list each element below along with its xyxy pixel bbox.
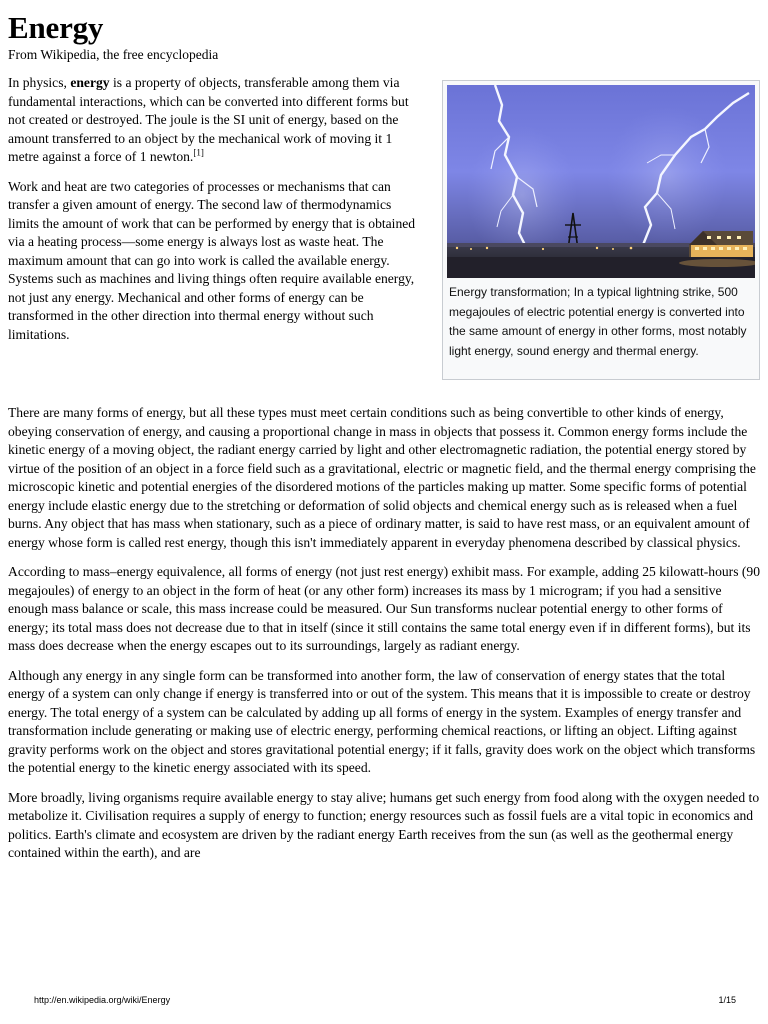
figure-box bbox=[442, 80, 760, 380]
article-page bbox=[8, 0, 760, 874]
intro-section bbox=[8, 74, 760, 404]
body-paragraph: There are many forms of energy, but all these types must meet certain conditions such as being convertible to other kinds of energy, obeying conservation of energy, and causing a proportional change in mass in objects that possess it. Common energy forms include the kinetic energy of a moving object, the radiant energy carried by light and other electromagnetic radiation, the potential energy stored by virtue of the position of an object in a force field such as a gravitational, electric or magnetic field, and the thermal energy comprising the microscopic kinetic and potential energies of the disordered motions of the particles making up matter. Some specific forms of potential energy include elastic energy due to the stretching or deformation of solid objects and chemical energy such as is released when a fuel burns. Any object that has mass when stationary, such as a piece of ordinary matter, is said to have rest mass, or an equivalent amount of energy whose form is called rest energy, though this isn't immediately apparent in everyday phenomena described by classical physics. bbox=[8, 405, 756, 550]
body-paragraph: More broadly, living organisms require available energy to stay alive; humans get such energy from food along with the oxygen needed to metabolize it. Civilisation requires a supply of energy to function; energy resources such as fossil fuels are a vital topic in economics and politics. Earth's climate and ecosystem are driven by the radiant energy Earth receives from the sun (as well as the geothermal energy contained within the earth), and are bbox=[8, 789, 760, 860]
page-title: Energy bbox=[8, 10, 104, 45]
page-subtitle: From Wikipedia, the free encyclopedia bbox=[8, 47, 219, 62]
body-paragraph: According to mass–energy equivalence, all forms of energy (not just rest energy) exhibit mass. For example, adding 25 kilowatt-hours (90 megajoules) of energy to an object in the form of heat (or any other form) increases its mass by 1 microgram; if you had a sensitive enough mass balance or scale, this mass increase could be measured. Our Sun transforms nuclear potential energy to other forms of energy; its total mass does not decrease due to that in itself (since it still contains the same total energy even if in different forms), but its mass does decrease when the energy escapes out to its surroundings, largely as radiant energy. bbox=[8, 564, 761, 653]
print-footer bbox=[0, 992, 768, 1012]
intro-paragraph-2: Work and heat are two categories of processes or mechanisms that can transfer a given amount of energy. The second law of thermodynamics limits the amount of work that can be performed by energy that is obtained via a heating process—some energy is always lost as waste heat. The maximum amount that can go into work is called the available energy. Systems such as machines and living things often require available energy, not just any energy. Mechanical and other forms of energy can be transformed in the other direction into thermal energy without such limitations. bbox=[8, 178, 416, 342]
body-paragraph: Although any energy in any single form can be transformed into another form, the law of conservation of energy states that the total energy of a system can only change if energy is transferred into or out of the system. This means that it is impossible to create or destroy energy. The total energy of a system can be calculated by adding up all forms of energy in the system. Examples of energy transfer and transformation include generating or making use of electric energy, performing chemical reactions, or lifting an object. Lifting against gravity performs work on the object and stores gravitational potential energy; if it falls, gravity does work on the object which transforms the potential energy to the kinetic energy associated with its speed. bbox=[8, 667, 756, 775]
intro-paragraph-1 bbox=[8, 74, 424, 167]
figure-caption: Energy transformation; In a typical lightning strike, 500 megajoules of electric potential energy is converted into the same amount of energy in other forms, most notably light energy, sound energy and thermal energy. bbox=[449, 285, 747, 358]
citation-link[interactable]: [1] bbox=[193, 147, 204, 158]
footer-url-link[interactable]: http://en.wikipedia.org/wiki/Energy bbox=[34, 995, 171, 1005]
article-body bbox=[8, 404, 760, 863]
bold-term: energy bbox=[70, 75, 110, 90]
intro-column bbox=[8, 74, 424, 355]
intro-text: In physics, bbox=[8, 75, 71, 90]
page-number: 1/15 bbox=[718, 995, 736, 1005]
lightning-photo-icon[interactable] bbox=[447, 85, 755, 278]
intro-text-rest: is a property of objects, transferable among them via fundamental interactions, which can be converted into different forms but not created or destroyed. The joule is the SI unit of energy, based on the amount transferred to an object by the mechanical work of moving it 1 metre against a force of 1 newton. bbox=[8, 75, 409, 164]
